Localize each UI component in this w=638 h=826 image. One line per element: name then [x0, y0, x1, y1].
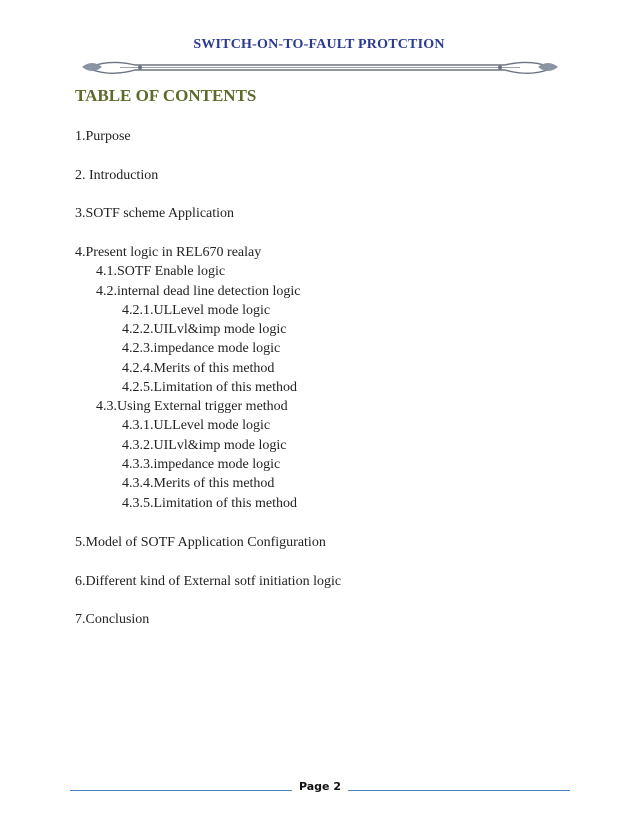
toc-entry: 4.2.5.Limitation of this method	[122, 380, 297, 395]
toc-entry: 4.Present logic in REL670 realay	[75, 245, 262, 260]
toc-entry: 4.3.5.Limitation of this method	[122, 496, 297, 511]
footer-rule-left	[70, 790, 292, 791]
toc-entry: 4.2.3.impedance mode logic	[122, 341, 281, 356]
page-header-title: SWITCH-ON-TO-FAULT PROTCTION	[193, 37, 445, 52]
page-number: Page 2	[298, 780, 341, 793]
toc-entry: 1.Purpose	[75, 129, 131, 144]
toc-entry: 4.2.1.ULLevel mode logic	[122, 303, 271, 318]
toc-entry: 4.2.4.Merits of this method	[122, 361, 275, 376]
toc-entry: 4.1.SOTF Enable logic	[96, 264, 226, 279]
toc-entry: 4.3.1.ULLevel mode logic	[122, 418, 271, 433]
toc-entry: 2. Introduction	[75, 168, 159, 183]
toc-entry: 7.Conclusion	[75, 612, 150, 627]
header-divider-ornament	[80, 55, 560, 79]
toc-heading: TABLE OF CONTENTS	[75, 86, 257, 105]
toc-entry: 6.Different kind of External sotf initiation logic	[75, 574, 342, 589]
toc-entry: 4.3.2.UILvl&imp mode logic	[122, 438, 287, 453]
toc-entry: 4.3.3.impedance mode logic	[122, 457, 281, 472]
footer-rule-right	[348, 790, 570, 791]
toc-entry: 4.2.2.UILvl&imp mode logic	[122, 322, 287, 337]
toc-entry: 4.2.internal dead line detection logic	[96, 284, 301, 299]
toc-entry: 3.SOTF scheme Application	[75, 206, 235, 221]
toc-entry: 4.3.Using External trigger method	[96, 399, 288, 414]
toc-entry: 5.Model of SOTF Application Configuration	[75, 535, 326, 550]
toc-entry: 4.3.4.Merits of this method	[122, 476, 275, 491]
